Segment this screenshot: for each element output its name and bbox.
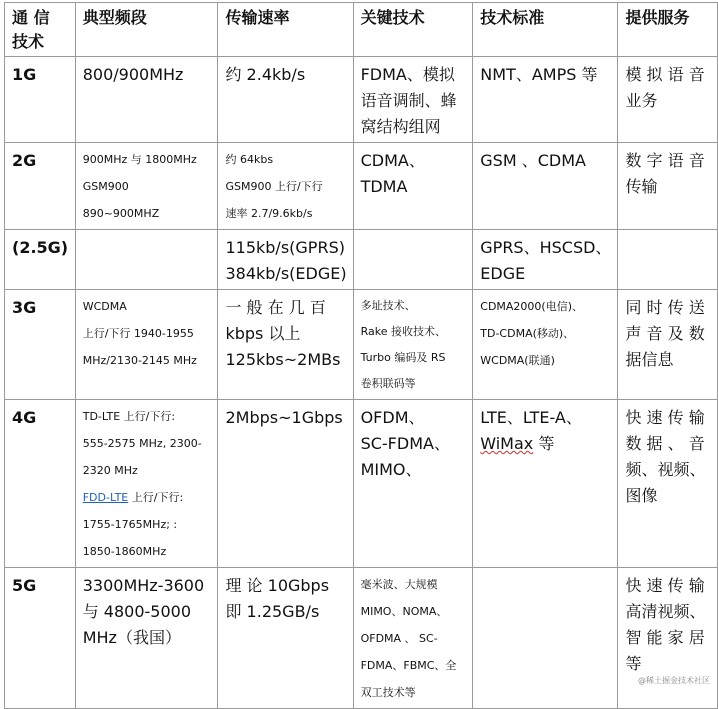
band-line [83, 484, 212, 511]
band-cell [75, 143, 218, 230]
band-line: 900MHz 与 1800MHz [82, 153, 197, 166]
rate-line: GSM900 上行/下行 [225, 180, 323, 193]
band-cell [75, 568, 218, 709]
key-line: 双工技术等 [360, 686, 416, 699]
service-line: 声 音 及 数 [625, 324, 705, 343]
service-cell [618, 143, 718, 230]
gen-cell: (2.5G) [5, 230, 76, 290]
rate-line: 384kb/s(EDGE) [225, 264, 347, 283]
standard-line: CDMA2000(电信)、 [480, 300, 584, 313]
standard-line [480, 431, 611, 457]
key-line: 多址技术、 [360, 299, 416, 312]
header-service: 提供服务 [618, 3, 718, 57]
rate-line: kbps 以上 [225, 324, 301, 343]
service-line: 同 时 传 送 [625, 298, 705, 317]
service-cell [618, 230, 718, 290]
watermark: @稀土掘金技术社区 [638, 676, 710, 685]
band-line: 890~900MHZ [82, 207, 160, 220]
band-line: 1850-1860MHz [82, 545, 167, 558]
standard-cell [473, 230, 618, 290]
service-line: 传输 [625, 177, 658, 196]
service-line: 等 [625, 654, 642, 673]
band-cell [75, 400, 218, 568]
standard-line: LTE、LTE-A、 [480, 408, 582, 427]
key-line: 窝结构组网 [360, 117, 441, 136]
band-line-rest: 上行/下行: [128, 491, 184, 504]
standard-line: TD-CDMA(移动)、 [480, 327, 575, 340]
band-line: 2320 MHz [82, 464, 138, 477]
key-line: TDMA [360, 177, 408, 196]
gen-cell: 1G [5, 57, 76, 143]
header-key: 关键技术 [353, 3, 473, 57]
wimax-text: WiMax [480, 434, 534, 453]
rate-line: 一 般 在 几 百 [225, 298, 326, 317]
service-line: 快 速 传 输 [625, 576, 705, 595]
table-row-1g [5, 57, 718, 143]
key-line: OFDM、 [360, 408, 425, 427]
band-line: TD-LTE 上行/下行: [82, 410, 176, 423]
gen-cell: 2G [5, 143, 76, 230]
band-line: WCDMA [82, 300, 127, 313]
band-line: MHz（我国） [82, 628, 181, 647]
rate-cell [218, 568, 353, 709]
header-band: 典型频段 [75, 3, 218, 57]
key-line: 卷积联码等 [360, 377, 416, 390]
band-cell [75, 230, 218, 290]
table-row-3g [5, 290, 718, 400]
header-row [5, 3, 718, 57]
key-line: SC-FDMA、 [360, 434, 450, 453]
service-cell [618, 568, 718, 709]
band-line: 1755-1765MHz; : [82, 518, 178, 531]
service-line: 数 字 语 音 [625, 151, 705, 170]
band-cell: 800/900MHz [75, 57, 218, 143]
rate-line: 125kbs~2MBs [225, 350, 341, 369]
key-cell [353, 290, 473, 400]
standard-line: GPRS、HSCSD、 [480, 238, 612, 257]
service-line: 据信息 [625, 350, 674, 369]
service-line: 数 据 、 音 [625, 434, 705, 453]
standard-cell: GSM 、CDMA [473, 143, 618, 230]
table-row-2-5g [5, 230, 718, 290]
table-row-5g [5, 568, 718, 709]
band-line: 555-2575 MHz, 2300- [82, 437, 202, 450]
header-tech [5, 3, 76, 57]
rate-cell: 约 2.4kb/s [218, 57, 353, 143]
key-line: Rake 接收技术、 [360, 325, 446, 338]
key-line: MIMO、 [360, 460, 422, 479]
rate-cell [218, 290, 353, 400]
table-row-4g [5, 400, 718, 568]
standard-cell [473, 400, 618, 568]
gen-cell: 3G [5, 290, 76, 400]
key-cell [353, 57, 473, 143]
key-line: CDMA、 [360, 151, 425, 170]
gen-cell: 5G [5, 568, 76, 709]
standard-cell [473, 290, 618, 400]
band-cell [75, 290, 218, 400]
band-line: 上行/下行 1940-1955 [82, 327, 194, 340]
comparison-table [4, 2, 718, 709]
standard-line: EDGE [480, 264, 526, 283]
table-row-2g [5, 143, 718, 230]
standard-line-rest: 等 [533, 434, 555, 453]
standard-cell: NMT、AMPS 等 [473, 57, 618, 143]
rate-line: 速率 2.7/9.6kb/s [225, 207, 313, 220]
key-line: 毫米波、大规模 [360, 578, 438, 591]
service-cell [618, 57, 718, 143]
service-line: 业务 [625, 91, 658, 110]
rate-cell [218, 143, 353, 230]
service-cell [618, 400, 718, 568]
band-line: MHz/2130-2145 MHz [82, 354, 197, 367]
standard-line: WCDMA(联通) [480, 354, 555, 367]
key-line: OFDMA 、 SC- [360, 632, 438, 645]
key-cell [353, 143, 473, 230]
header-rate: 传输速率 [218, 3, 353, 57]
service-line: 频、视频、 [625, 460, 706, 479]
service-line: 智 能 家 居 [625, 628, 705, 647]
key-line: 语音调制、蜂 [360, 91, 457, 110]
service-line: 快 速 传 输 [625, 408, 705, 427]
rate-cell: 2Mbps~1Gbps [218, 400, 353, 568]
fdd-lte-link[interactable]: FDD-LTE [82, 491, 129, 504]
band-line: 3300MHz-3600 [82, 576, 205, 595]
key-cell [353, 568, 473, 709]
header-standard: 技术标准 [473, 3, 618, 57]
service-cell [618, 290, 718, 400]
rate-line: 115kb/s(GPRS) [225, 238, 345, 257]
band-line: GSM900 [82, 180, 129, 193]
key-cell [353, 230, 473, 290]
standard-cell [473, 568, 618, 709]
header-tech-line1: 通 信 [12, 8, 50, 27]
gen-cell: 4G [5, 400, 76, 568]
key-line: Turbo 编码及 RS [360, 351, 446, 364]
service-line: 模 拟 语 音 [625, 65, 705, 84]
rate-line: 即 1.25GB/s [225, 602, 320, 621]
key-line: FDMA、模拟 [360, 65, 455, 84]
service-line: 图像 [625, 486, 658, 505]
key-cell [353, 400, 473, 568]
rate-line: 理 论 10Gbps [225, 576, 330, 595]
service-line: 高清视频、 [625, 602, 706, 621]
band-line: 与 4800-5000 [82, 602, 192, 621]
header-tech-line2: 技术 [12, 32, 45, 51]
rate-line: 约 64kbs [225, 153, 274, 166]
rate-cell [218, 230, 353, 290]
key-line: MIMO、NOMA、 [360, 605, 448, 618]
key-line: FDMA、FBMC、全 [360, 659, 457, 672]
